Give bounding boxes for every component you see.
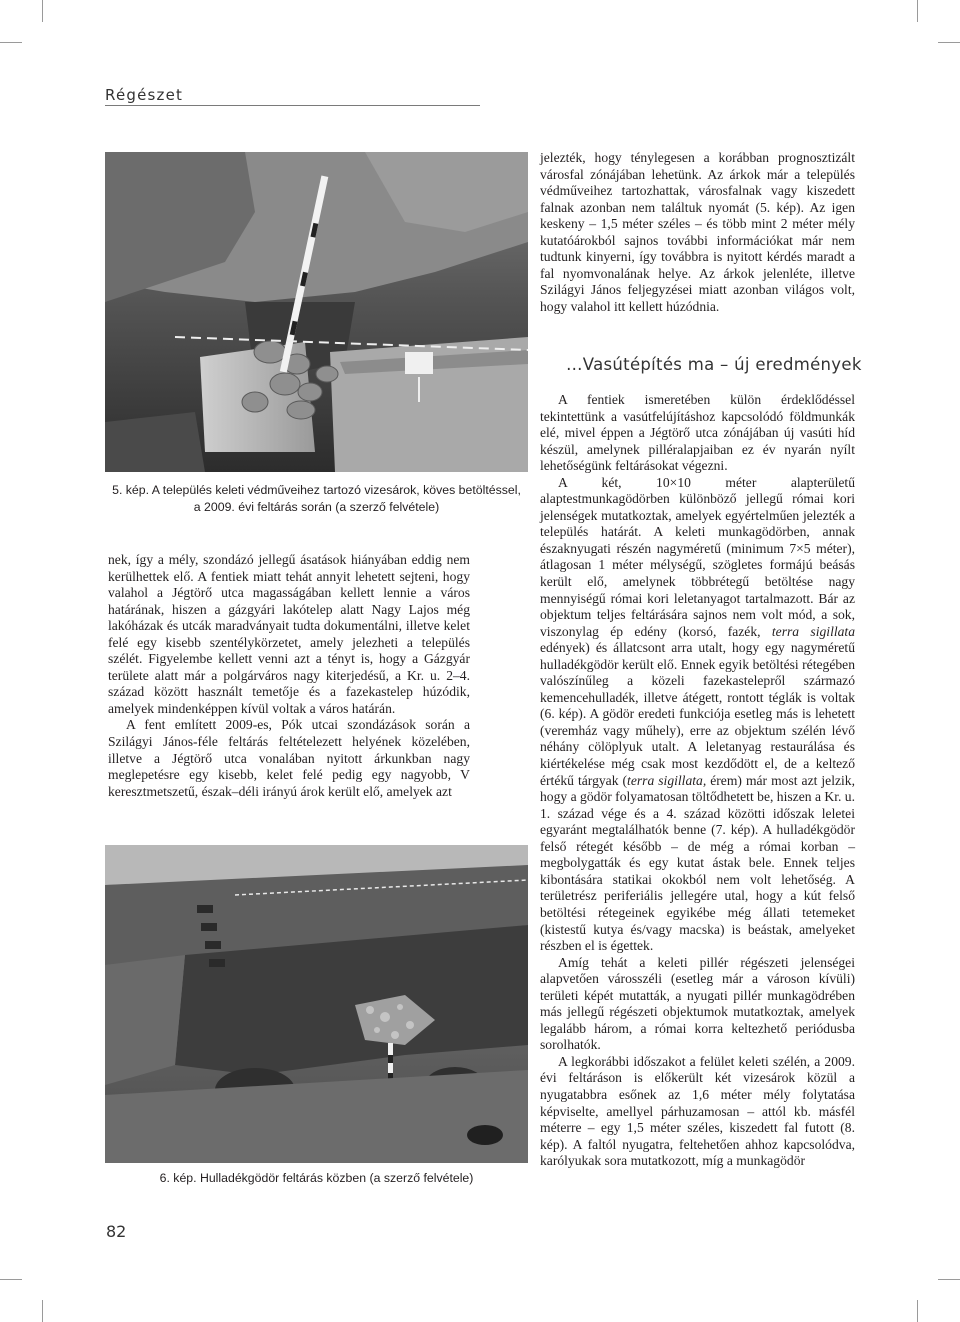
figure-6-photo (105, 845, 528, 1163)
paragraph: nek, így a mély, szondázó jellegű ásatások hiányában eddig nem kerülhettek elő. A fentiek miatt tehát annyit lehetett sejteni, hogy valahol a Jégtörő utca magasságában kellett lennie a város határának, hiszen a gázgyári lakótelep alatt Nagy Lajos még lakóházak és utcák maradványait tudta dokumentálni, illetve kelet felé egy kisebb szentélykörzetet, amely jelezheti a település szélét. Figyelembe kellett venni azt a tényt is, hogy a Gázgyár területe alatt már a polgárváros nagy kiterjedésű, a Kr. u. 2–4. század között használt temetője és a fazekastelep húzódik, amelyek mindenképpen kívül voltak a város határán. (108, 552, 470, 716)
paragraph: jelezték, hogy ténylegesen a korábban prognosztizált városfal zónájában lehetünk. Az árkok már a település védműveihez tartozhattak, városfalnak vagy kiszedett falnak azonban nem találtuk nyomát (5. kép). Az igen keskeny – 1,5 méter széles – és több mint 2 méter mély kutatóárokból sajnos további információkat már nem tudtunk kinyerni, így továbbra is nyitott kérdés maradt a fal nyomvonalának helye. Az árkok jelenléte, illetve Szilágyi János feljegyzései miatt azonban világos volt, hogy valahol itt kellett húzódnia. (540, 150, 855, 314)
text-run: érem) már most azt jelzik, hogy a gödör folyamatosan töltődhetett be, hiszen a Kr. u. 1. század vége és a 4. század közötti időszak leletei egyaránt megtalálhatók benne (7. kép). A hulladékgödör felső rétegét később – de még a római korban – megbolygatták és egy kutat ástak bele. Ennek teljes kibontására statikai okokból nem volt lehetőség. A területrész periferiális jellegére utal, hogy a kút felső betöltési rétegeinek egyikébe még állati tetemeket (kistestű kutya és/vagy macska) is beástak, amelyeket részben el is égettek. (540, 772, 855, 954)
italic-term: terra sigillata (771, 623, 855, 639)
paragraph (540, 475, 855, 955)
section-heading: …Vasútépítés ma – új eredmények (566, 355, 862, 374)
figure-5-photo (105, 152, 528, 472)
paragraph: Amíg tehát a keleti pillér régészeti jelenségei alapvetően városszéli (esetleg már a városon kívüli) területi képét mutatták, a nyugati pillér munkagödrében más jellegű régészeti objektumok mutatkoztak, amelyek legalább három, a római korra keltezhető periódusba sorolhatók. (540, 954, 855, 1053)
figure-5-caption-line2: a 2009. évi feltárás során (a szerző felvétele) (193, 499, 440, 514)
right-column-main-text (540, 392, 855, 1170)
paragraph: A fentiek ismeretében külön érdeklődéssel tekintettünk a vasútfelújításhoz kapcsolódó földmunkák elé, mivel éppen a Jégtörő utca zónájában új vasúti híd készül, amelynek pilléralapjaiban ez év nyarán nyílt lehetőségünk feltárásokat végezni. (540, 392, 855, 474)
figure-6-caption: 6. kép. Hulladékgödör feltárás közben (a szerző felvétele) (159, 1171, 474, 1185)
paragraph: A legkorábbi időszakot a felület keleti szélén, a 2009. évi feltáráson is előkerült két vizesárok közül a nyugatabbra esőnek az 1,6 méter mély folytatása képviselte, amellyel párhuzamosan – attól kb. másfél méterre – egy 1,5 méter széles, kiszedett fal futott (8. kép). A faltól nyugatra, feltehetően ahhoz kapcsolódva, karólyukak sora mutatkozott, míg a munkagödör (540, 1053, 855, 1169)
figure-5-caption (105, 482, 528, 515)
left-column-text (108, 552, 470, 800)
paragraph: A fent említett 2009-es, Pók utcai szondázások során a Szilágyi János-féle feltárás feltételezett helyének közelében, illetve a Jégtörő utca vonalában nyitott árkunkban nagy meglepetésre egy kisebb, kelet felé pedig egy nagyobb, V keresztmetszetű, észak–déli irányú árok került elő, amelyek azt (108, 717, 470, 799)
text-run: edények) és állatcsont arra utalt, hogy egy nagyméretű hulladékgödör került elő. Ennek egyik betöltési rétegében valószínűleg a közeli fazekastelepről származó kemencehulladék, illetve átégett, rontott téglák is voltak (6. kép). A gödör eredeti funkciója esetleg más is lehetett (veremház vagy műhely), erre az objektum szélén lévő néhány cölöplyuk utalt. A leletanyag restaurálása és kiértékelése még csak most kezdődött el, de a keltező értékű tárgyak ( (540, 640, 855, 788)
italic-term: terra sigillata, (627, 772, 707, 788)
page-number: 82 (106, 1222, 127, 1241)
text-run: A két, 10×10 méter alapterületű alaptestmunkagödörben különböző jellegű római kori jelenségek mutatkoztak, amelyek egyértelműen jelezték a település határát. A keleti munkagödörben, annak északnyugati részén nagyméretű (minimum 7×5 méter), átlagosan 1 méter mélységű, szögletes formájú beásás került elő, amelynek többrétegű betöltése nagy mennyiségű római kori leletanyagot tartalmazott. Bár az objektum teljes feltárására sajnos nem volt mód, a sok, viszonylag ép edény (korsó, fazék, (540, 474, 855, 639)
figure-5-caption-line1: 5. kép. A település keleti védműveihez tartozó vizesárok, köves betöltéssel, (112, 483, 521, 497)
running-header: Régészet (105, 86, 480, 106)
right-column-top-text (540, 150, 855, 315)
